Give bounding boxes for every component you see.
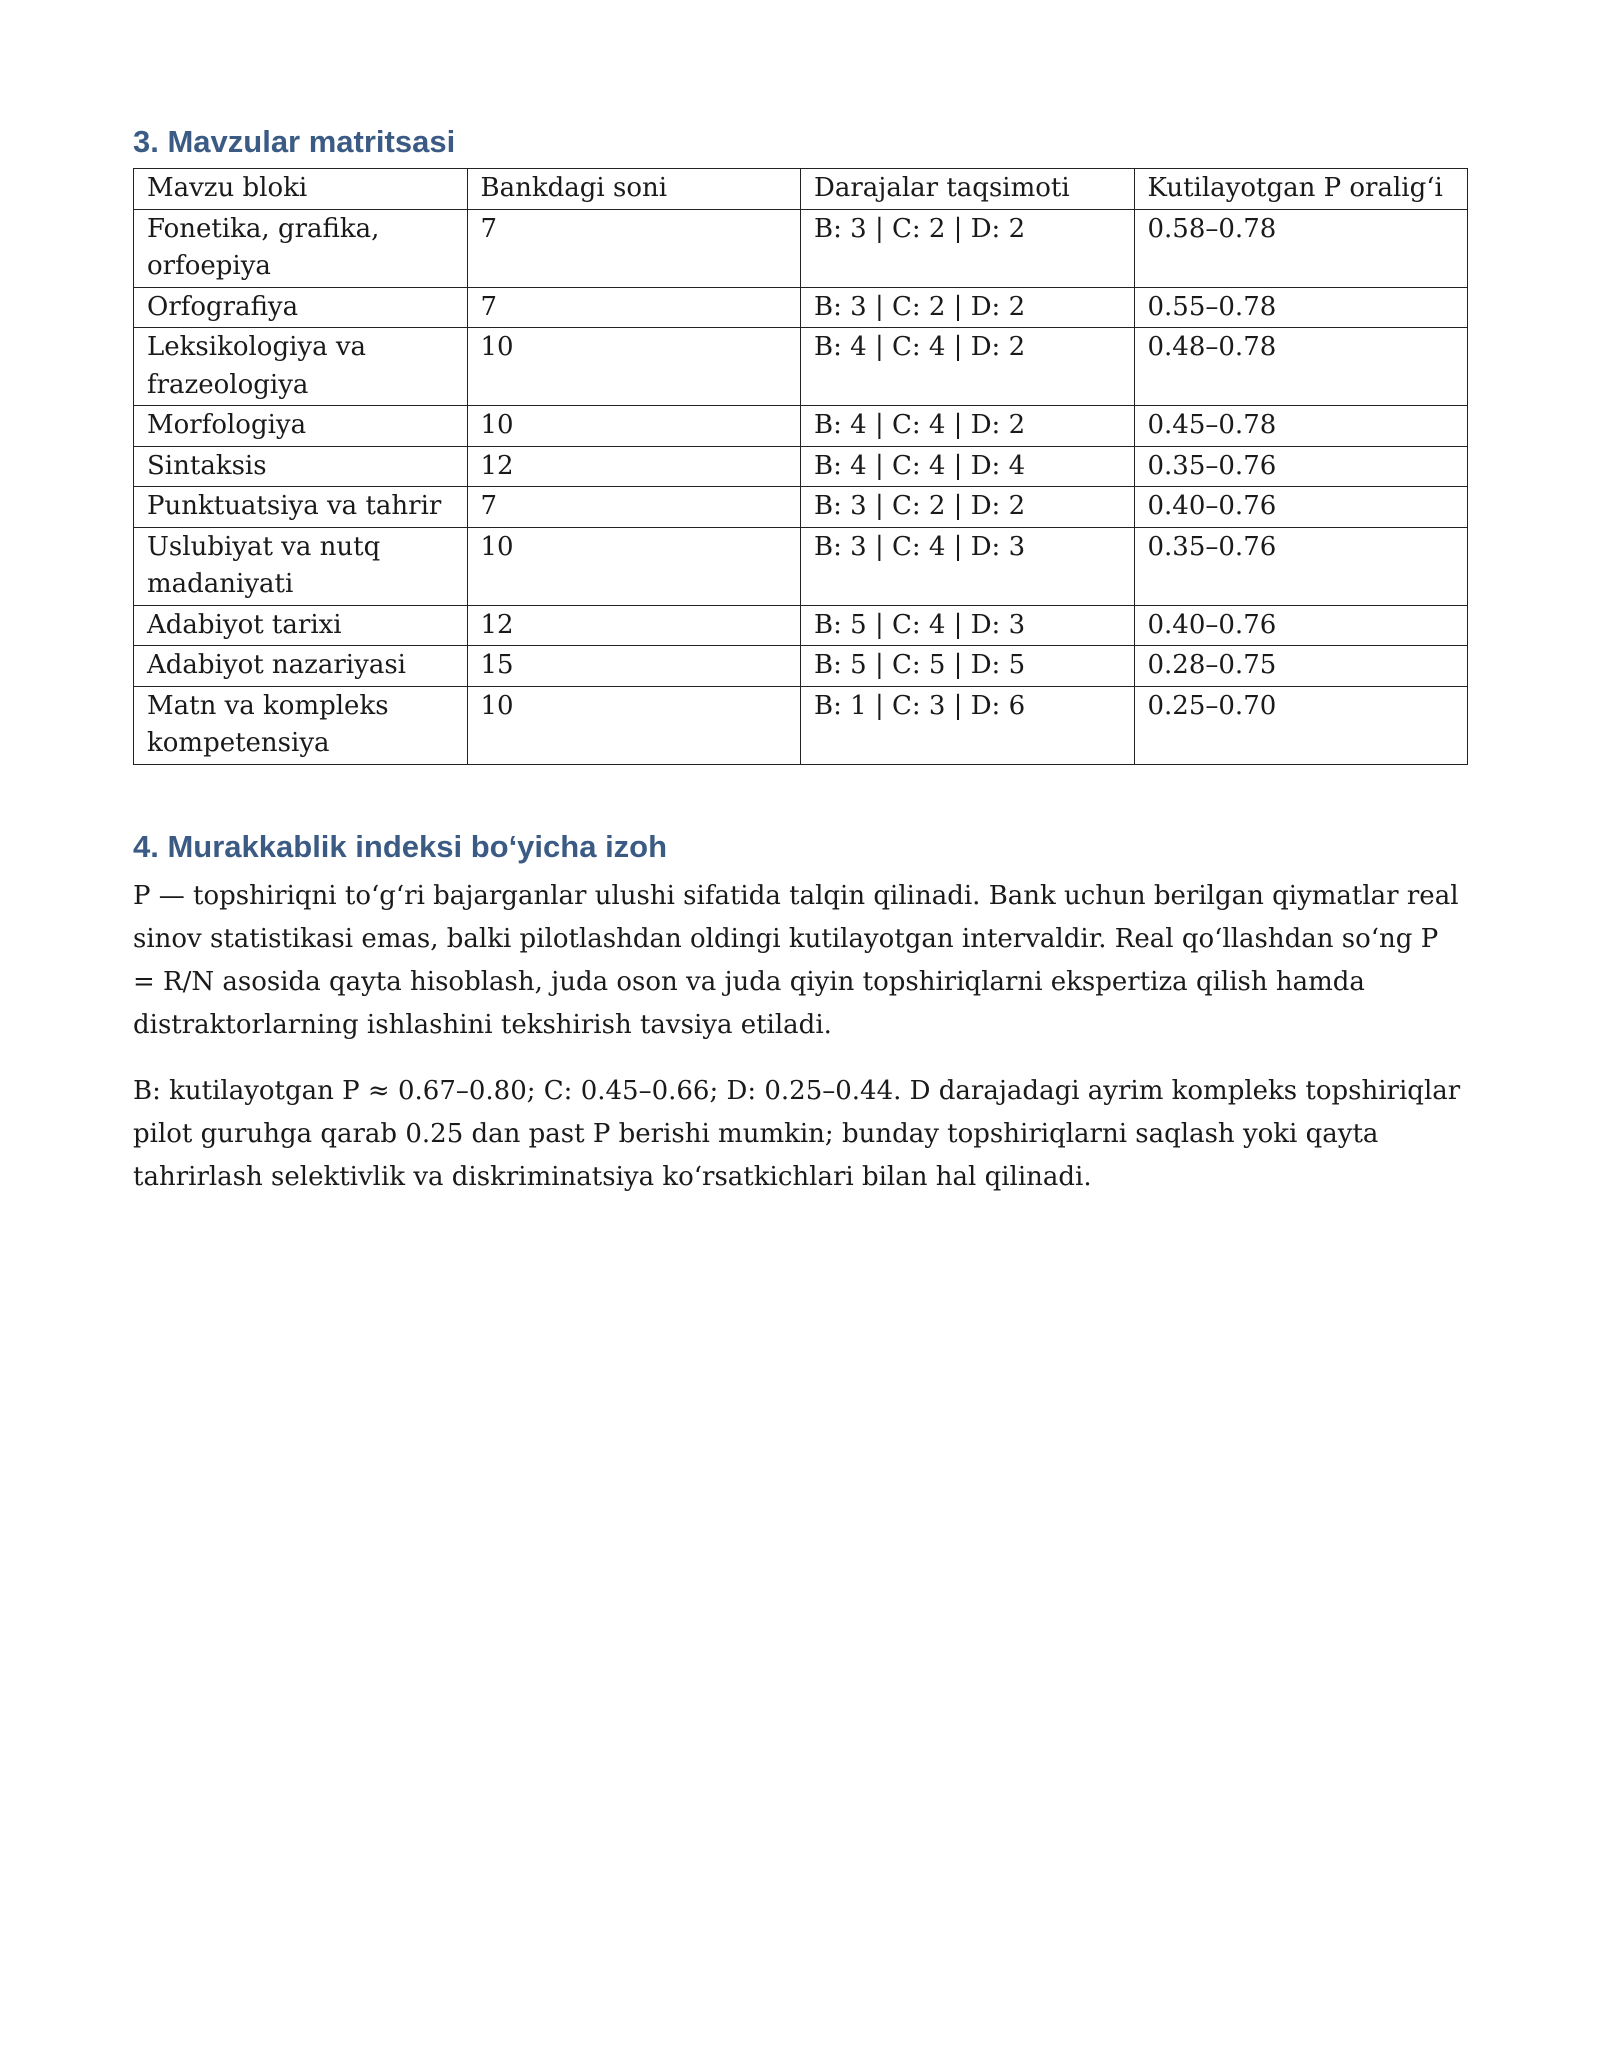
cell-level-distribution: B: 4 | C: 4 | D: 4 (801, 446, 1135, 487)
cell-level-distribution: B: 3 | C: 4 | D: 3 (801, 527, 1135, 605)
topics-matrix-body (134, 169, 1468, 765)
cell-level-distribution: B: 1 | C: 3 | D: 6 (801, 686, 1135, 764)
cell-topic-block: Uslubiyat va nutq madaniyati (134, 527, 468, 605)
cell-bank-count: 10 (467, 527, 801, 605)
table-row (134, 328, 1468, 406)
cell-topic-block: Orfografiya (134, 287, 468, 328)
cell-level-distribution: B: 4 | C: 4 | D: 2 (801, 406, 1135, 447)
table-header-row (134, 169, 1468, 210)
document-page (133, 122, 1468, 1222)
table-row (134, 605, 1468, 646)
cell-level-distribution: B: 3 | C: 2 | D: 2 (801, 209, 1135, 287)
cell-expected-p-range: 0.35–0.76 (1134, 446, 1468, 487)
cell-bank-count: 7 (467, 287, 801, 328)
cell-expected-p-range: 0.40–0.76 (1134, 487, 1468, 528)
topics-matrix-table (133, 168, 1468, 765)
table-row (134, 209, 1468, 287)
section-3-heading: 3. Mavzular matritsasi (133, 124, 456, 159)
header-cell-bank-count: Bankdagi soni (467, 169, 801, 210)
cell-expected-p-range: 0.25–0.70 (1134, 686, 1468, 764)
cell-bank-count: 7 (467, 487, 801, 528)
table-row (134, 527, 1468, 605)
header-cell-expected-p-range: Kutilayotgan P oralig‘i (1134, 169, 1468, 210)
table-row (134, 487, 1468, 528)
section-4-heading: 4. Murakkablik indeksi bo‘yicha izoh (133, 828, 668, 864)
table-row (134, 646, 1468, 687)
cell-topic-block: Fonetika, grafika, orfoepiya (134, 209, 468, 287)
cell-level-distribution: B: 5 | C: 5 | D: 5 (801, 646, 1135, 687)
cell-expected-p-range: 0.55–0.78 (1134, 287, 1468, 328)
cell-bank-count: 12 (467, 446, 801, 487)
cell-bank-count: 10 (467, 406, 801, 447)
table-row (134, 287, 1468, 328)
header-cell-level-distribution: Darajalar taqsimoti (801, 169, 1135, 210)
cell-bank-count: 10 (467, 686, 801, 764)
table-row (134, 406, 1468, 447)
cell-expected-p-range: 0.40–0.76 (1134, 605, 1468, 646)
cell-level-distribution: B: 5 | C: 4 | D: 3 (801, 605, 1135, 646)
cell-level-distribution: B: 3 | C: 2 | D: 2 (801, 487, 1135, 528)
cell-level-distribution: B: 3 | C: 2 | D: 2 (801, 287, 1135, 328)
cell-expected-p-range: 0.58–0.78 (1134, 209, 1468, 287)
cell-bank-count: 15 (467, 646, 801, 687)
cell-expected-p-range: 0.45–0.78 (1134, 406, 1468, 447)
cell-expected-p-range: 0.48–0.78 (1134, 328, 1468, 406)
explanation-paragraph-2: B: kutilayotgan P ≈ 0.67–0.80; C: 0.45–0.66; D: 0.25–0.44. D darajadagi ayrim kompleks topshiriqlar pilot guruhga qarab 0.25 dan past P berishi mumkin; bunday topshiriqlarni saqlash yoki qayta tahrirlash selektivlik va diskriminatsiya ko‘rsatkichlari bilan hal qilinadi. (133, 1075, 1461, 1192)
cell-level-distribution: B: 4 | C: 4 | D: 2 (801, 328, 1135, 406)
cell-topic-block: Adabiyot nazariyasi (134, 646, 468, 687)
cell-topic-block: Punktuatsiya va tahrir (134, 487, 468, 528)
cell-bank-count: 10 (467, 328, 801, 406)
cell-topic-block: Matn va kompleks kompetensiya (134, 686, 468, 764)
table-row (134, 446, 1468, 487)
cell-topic-block: Leksikologiya va frazeologiya (134, 328, 468, 406)
cell-topic-block: Morfologiya (134, 406, 468, 447)
cell-topic-block: Adabiyot tarixi (134, 605, 468, 646)
cell-bank-count: 7 (467, 209, 801, 287)
cell-expected-p-range: 0.35–0.76 (1134, 527, 1468, 605)
cell-expected-p-range: 0.28–0.75 (1134, 646, 1468, 687)
cell-bank-count: 12 (467, 605, 801, 646)
cell-topic-block: Sintaksis (134, 446, 468, 487)
header-cell-topic-block: Mavzu bloki (134, 169, 468, 210)
explanation-paragraph-1: P — topshiriqni to‘g‘ri bajarganlar ulushi sifatida talqin qilinadi. Bank uchun berilgan qiymatlar real sinov statistikasi emas, balki pilotlashdan oldingi kutilayotgan intervaldir. Real qo‘llashdan so‘ng P = R/N asosida qayta hisoblash, juda oson va juda qiyin topshiriqlarni ekspertiza qilish hamda distraktorlarning ishlashini tekshirish tavsiya etiladi. (133, 880, 1459, 1040)
table-row (134, 686, 1468, 764)
